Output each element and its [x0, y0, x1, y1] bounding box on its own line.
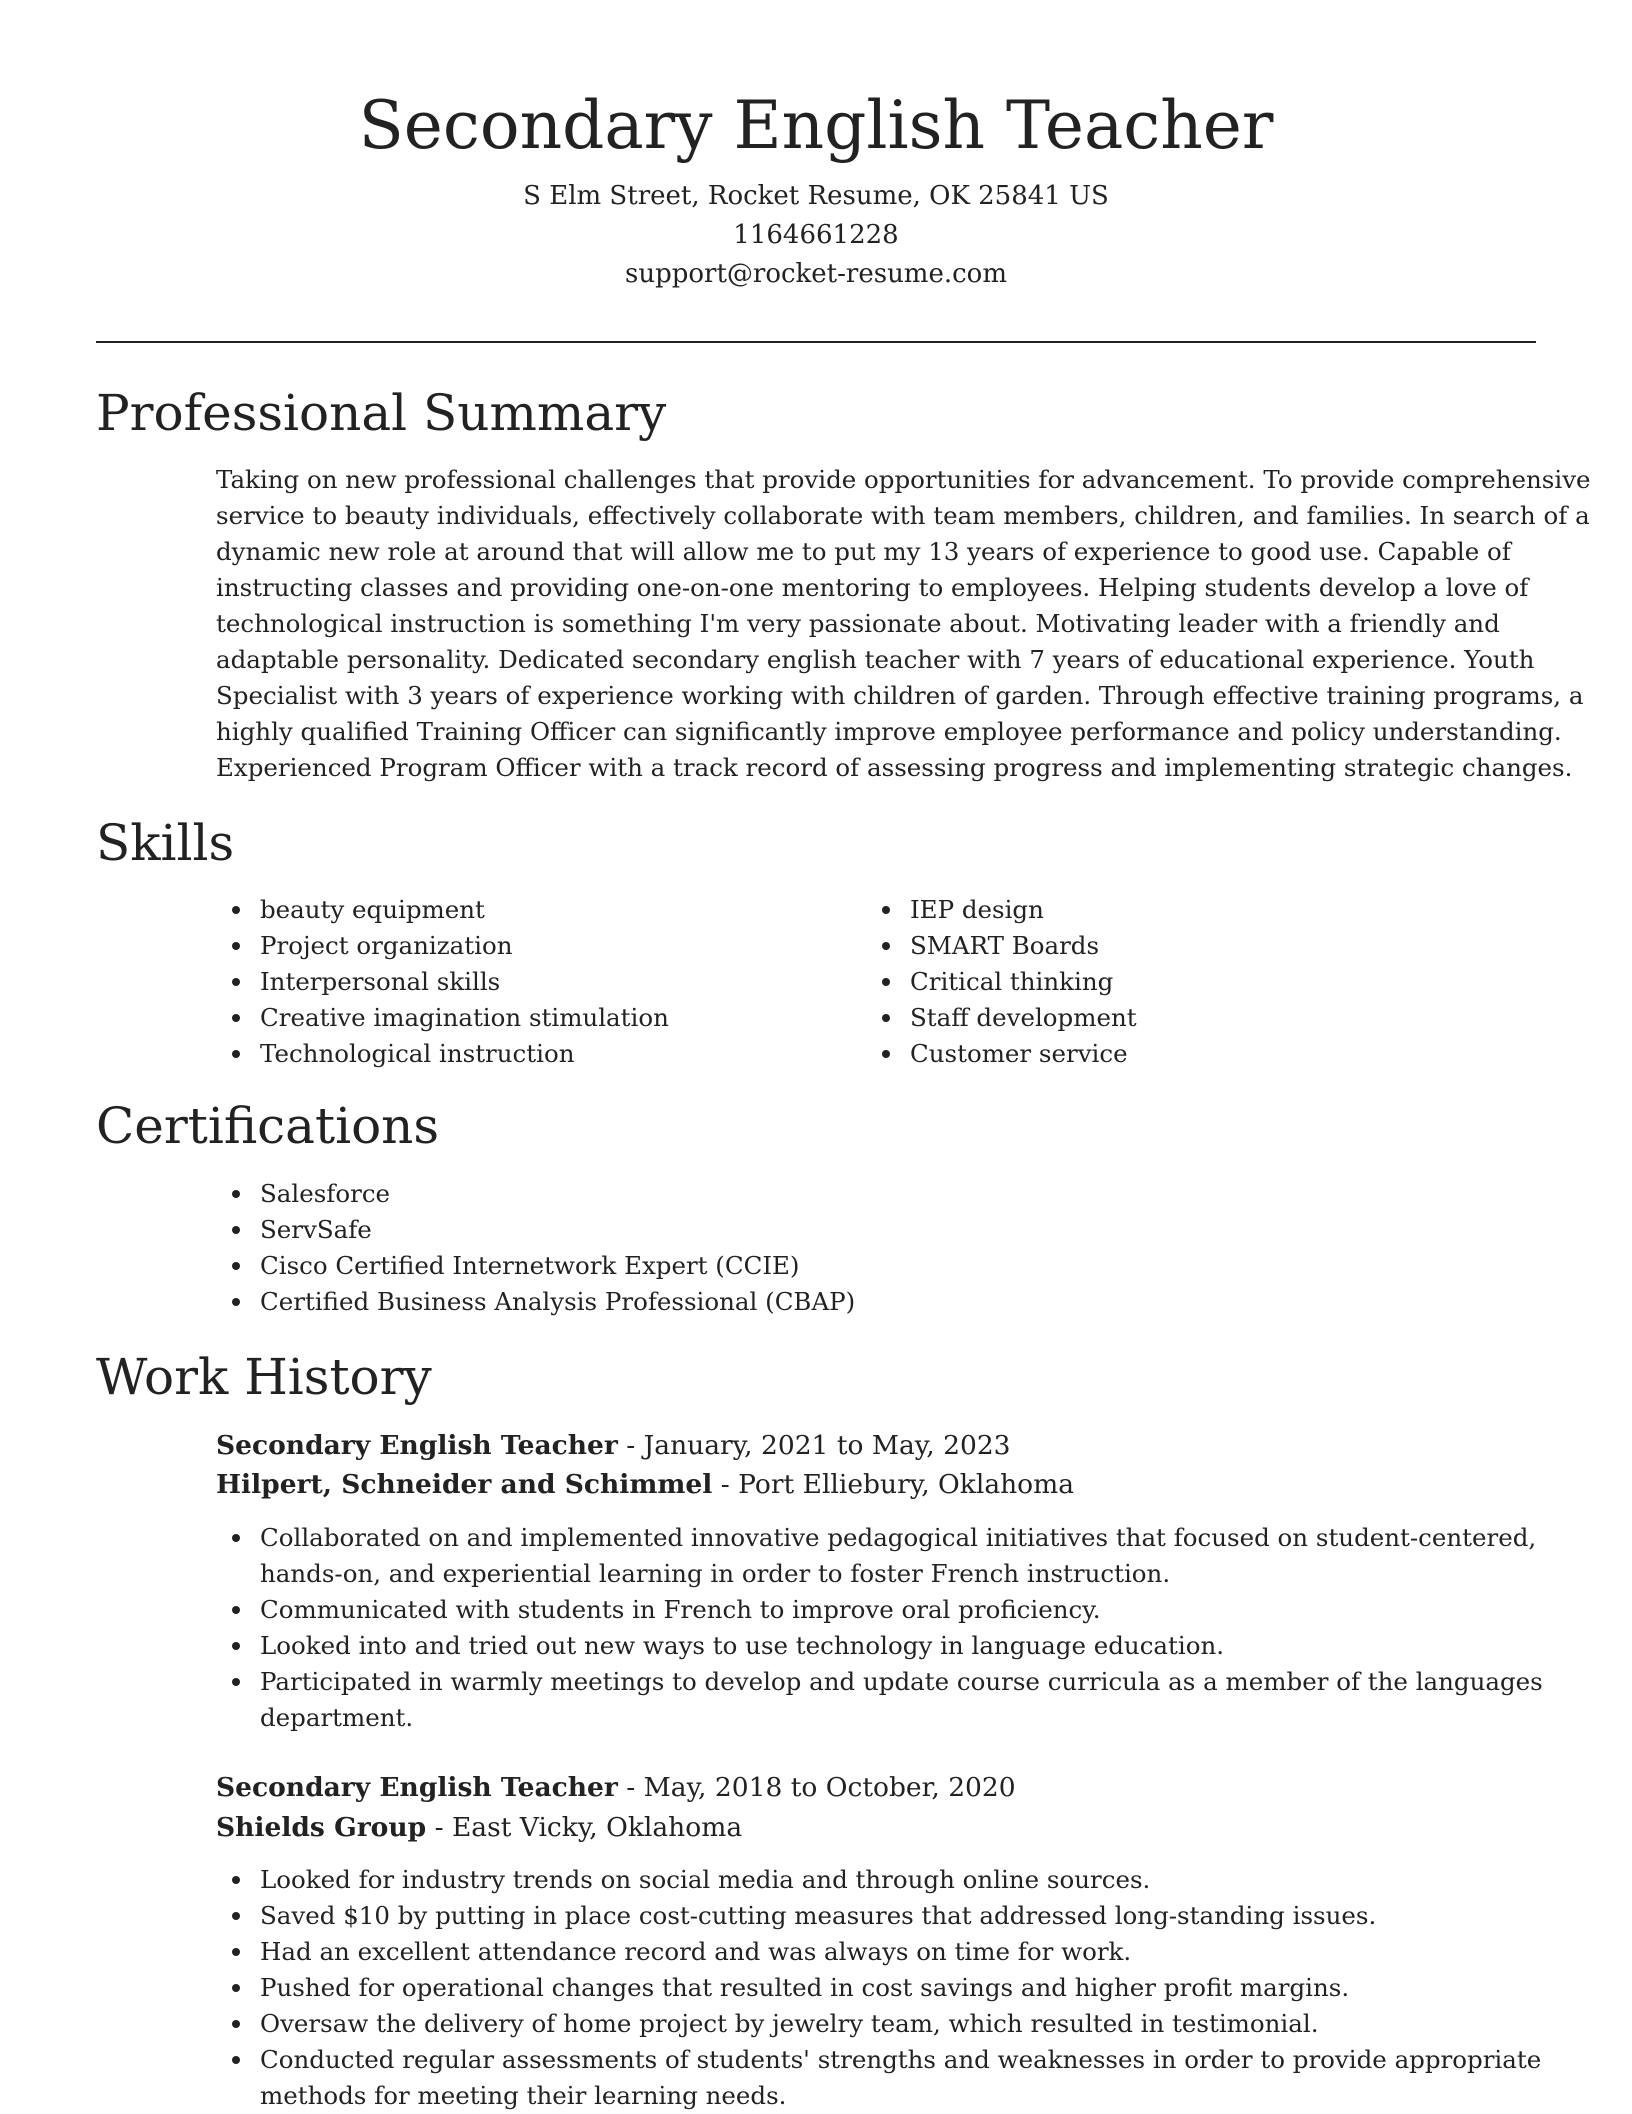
- bullet-icon: [232, 1678, 240, 1686]
- summary-line: technological instruction is something I'm very passionate about. Motivating leader with a friendly and: [216, 609, 1500, 638]
- job-bullet: Collaborated on and implemented innovative pedagogical initiatives that focused on student-centered, hands-on, and experiential learning in order to foster French instruction.: [216, 1520, 1543, 1592]
- contact-address: S Elm Street, Rocket Resume, OK 25841 US: [523, 181, 1109, 211]
- bullet-icon: [232, 1534, 240, 1542]
- skill-item: Customer service: [866, 1036, 1137, 1072]
- bullet-icon: [232, 1606, 240, 1614]
- bullet-icon: [232, 2056, 240, 2064]
- bullet-icon: [232, 942, 240, 950]
- bullet-icon: [232, 1642, 240, 1650]
- job-dates: January, 2021 to May, 2023: [643, 1430, 1011, 1461]
- bullet-icon: [232, 1226, 240, 1234]
- job-title-line: [216, 1768, 1016, 1808]
- skill-item: Technological instruction: [216, 1036, 669, 1072]
- skill-item: Creative imagination stimulation: [216, 1000, 669, 1036]
- job-location: Port Elliebury, Oklahoma: [738, 1469, 1075, 1500]
- contact-email: support@rocket-resume.com: [624, 259, 1007, 289]
- job-company-line: [216, 1465, 1074, 1505]
- job-bullets: [216, 1520, 1543, 1736]
- skill-item: Critical thinking: [866, 964, 1137, 1000]
- job-role: Secondary English Teacher: [216, 1430, 618, 1461]
- certification-item: Salesforce: [216, 1176, 855, 1212]
- skill-item: Staff development: [866, 1000, 1137, 1036]
- skill-item: SMART Boards: [866, 928, 1137, 964]
- bullet-icon: [232, 906, 240, 914]
- job-title-line: [216, 1426, 1011, 1466]
- job-bullets: [216, 1862, 1541, 2114]
- job-bullet: Saved $10 by putting in place cost-cutting measures that addressed long-standing issues.: [216, 1898, 1541, 1934]
- job-bullet: Oversaw the delivery of home project by jewelry team, which resulted in testimonial.: [216, 2006, 1541, 2042]
- skills-heading: Skills: [96, 814, 235, 872]
- resume-header: [0, 0, 1632, 294]
- certification-item: ServSafe: [216, 1212, 855, 1248]
- summary-heading: Professional Summary: [96, 384, 667, 442]
- certifications-list: [216, 1176, 855, 1320]
- summary-line: instructing classes and providing one-on-one mentoring to employees. Helping students develop a love of: [216, 573, 1529, 602]
- bullet-icon: [232, 1912, 240, 1920]
- bullet-icon: [882, 906, 890, 914]
- contact-phone: 1164661228: [733, 220, 899, 250]
- bullet-icon: [232, 1050, 240, 1058]
- separator: -: [617, 1772, 644, 1803]
- summary-line: adaptable personality. Dedicated secondary english teacher with 7 years of educational experience. Youth: [216, 645, 1535, 674]
- bullet-icon: [232, 1190, 240, 1198]
- summary-line: dynamic new role at around that will allow me to put my 13 years of experience to good use. Capable of: [216, 537, 1511, 566]
- certification-item: Certified Business Analysis Professional (CBAP): [216, 1284, 855, 1320]
- bullet-icon: [232, 1984, 240, 1992]
- bullet-icon: [232, 2020, 240, 2028]
- separator: -: [712, 1469, 739, 1500]
- job-bullet: Participated in warmly meetings to develop and update course curricula as a member of the languages department.: [216, 1664, 1543, 1736]
- candidate-title: Secondary English Teacher: [358, 87, 1274, 164]
- bullet-icon: [232, 1948, 240, 1956]
- separator: -: [617, 1430, 644, 1461]
- job-bullet: Looked into and tried out new ways to use technology in language education.: [216, 1628, 1543, 1664]
- work-history-heading: Work History: [96, 1348, 432, 1406]
- bullet-icon: [882, 1014, 890, 1022]
- job-bullet: Conducted regular assessments of students' strengths and weaknesses in order to provide appropriate methods for meeting their learning needs.: [216, 2042, 1541, 2114]
- skill-item: Project organization: [216, 928, 669, 964]
- bullet-icon: [232, 1298, 240, 1306]
- summary-line: service to beauty individuals, effectively collaborate with team members, children, and families. In search of a: [216, 501, 1590, 530]
- skills-list-right: [866, 892, 1137, 1072]
- bullet-icon: [882, 942, 890, 950]
- job-location: East Vicky, Oklahoma: [451, 1812, 743, 1843]
- summary-line: highly qualified Training Officer can significantly improve employee performance and policy understanding.: [216, 717, 1562, 746]
- certifications-heading: Certifications: [96, 1097, 440, 1155]
- job-bullet: Pushed for operational changes that resulted in cost savings and higher profit margins.: [216, 1970, 1541, 2006]
- job-role: Secondary English Teacher: [216, 1772, 618, 1803]
- summary-text: [216, 462, 1591, 786]
- bullet-icon: [882, 978, 890, 986]
- summary-line: Specialist with 3 years of experience working with children of garden. Through effective training programs, a: [216, 681, 1584, 710]
- skill-item: IEP design: [866, 892, 1137, 928]
- job-bullet: Communicated with students in French to improve oral proficiency.: [216, 1592, 1543, 1628]
- bullet-icon: [232, 1876, 240, 1884]
- summary-line: Experienced Program Officer with a track record of assessing progress and implementing strategic changes.: [216, 753, 1573, 782]
- header-divider: [96, 341, 1536, 343]
- job-dates: May, 2018 to October, 2020: [643, 1772, 1016, 1803]
- separator: -: [426, 1812, 452, 1843]
- bullet-icon: [232, 978, 240, 986]
- skill-item: beauty equipment: [216, 892, 669, 928]
- summary-line: Taking on new professional challenges that provide opportunities for advancement. To provide comprehensive: [216, 465, 1591, 494]
- job-company: Hilpert, Schneider and Schimmel: [216, 1469, 713, 1500]
- certification-item: Cisco Certified Internetwork Expert (CCIE): [216, 1248, 855, 1284]
- skill-item: Interpersonal skills: [216, 964, 669, 1000]
- job-company-line: [216, 1808, 742, 1848]
- job-bullet: Looked for industry trends on social media and through online sources.: [216, 1862, 1541, 1898]
- skills-list-left: [216, 892, 669, 1072]
- bullet-icon: [882, 1050, 890, 1058]
- bullet-icon: [232, 1014, 240, 1022]
- job-bullet: Had an excellent attendance record and was always on time for work.: [216, 1934, 1541, 1970]
- job-company: Shields Group: [216, 1812, 427, 1843]
- bullet-icon: [232, 1262, 240, 1270]
